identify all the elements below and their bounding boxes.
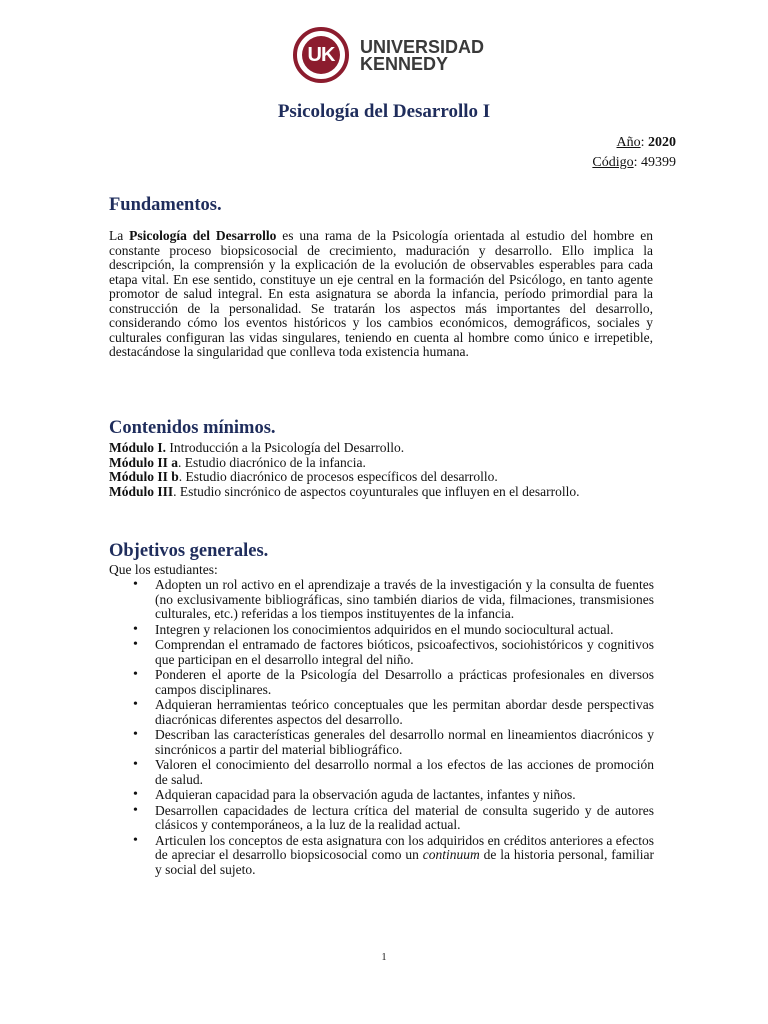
heading-contenidos: Contenidos mínimos. — [109, 418, 276, 438]
heading-fundamentos: Fundamentos. — [109, 195, 222, 215]
module-item: Módulo III. Estudio sincrónico de aspectos coyunturales que influyen en el desarrollo. — [109, 483, 580, 499]
module-item: Módulo II a. Estudio diacrónico de la infancia. — [109, 454, 366, 470]
list-item: • Describan las características generales del desarrollo normal en lineamientos diacrónicos y sincrónicos a partir del material bibliográfico. — [155, 728, 654, 757]
list-item: • Articulen los conceptos de esta asignatura con los adquiridos en créditos anteriores a efectos de apreciar el desarrollo biopsicosocial como un continuum de la historia personal, familiar y social del sujeto. — [155, 834, 654, 878]
logo-emblem — [293, 27, 349, 83]
document-title: Psicología del Desarrollo I — [277, 101, 491, 122]
logo-text-kennedy: KENNEDY — [360, 54, 449, 74]
logo-mark: UK — [302, 36, 340, 74]
italic-term: continuum — [422, 847, 480, 862]
logo-text-university: UNIVERSIDAD — [360, 37, 485, 57]
module-item: Módulo I. Introducción a la Psicología del Desarrollo. — [109, 440, 405, 455]
year-label: Año — [616, 135, 641, 150]
modules-list — [109, 441, 580, 499]
meta-code: Código: 49399 — [592, 155, 676, 170]
fundamentos-bold-term: Psicología del Desarrollo — [129, 228, 277, 243]
list-item: • Adopten un rol activo en el aprendizaje a través de la investigación y la consulta de fuentes (no exclusivamente bibliográficas, sino también diarios de vida, filmaciones, transmisiones culturales, etc.) referidas a los tiempos instituyentes de la infancia. — [155, 578, 654, 622]
list-item: • Adquieran herramientas teórico conceptuales que les permitan abordar desde perspectivas diacrónicas diferentes aspectos del desarrollo. — [155, 698, 654, 727]
list-item: • Valoren el conocimiento del desarrollo normal a los efectos de las acciones de promoción de salud. — [155, 758, 654, 787]
list-item: • Desarrollen capacidades de lectura crítica del material de consulta sugerido y de autores clásicos y contemporáneos, a la luz de la realidad actual. — [155, 804, 654, 833]
page-number: 1 — [381, 952, 387, 963]
heading-objetivos: Objetivos generales. — [109, 541, 269, 561]
year-value: 2020 — [648, 135, 676, 150]
fundamentos-paragraph: La Psicología del Desarrollo es una rama de la Psicología orientada al estudio del hombre en constante proceso biopsicosocial de crecimiento, maduración y desarrollo. Ello implica la descripción, la comprensión y la explicación de la evolución de observables esperables para cada etapa vital. En ese sentido, constituye un eje central en la formación del Psicólogo, en tanto agente promotor de salud integral. En esta asignatura se aborda la infancia, período primordial para la construcción de la personalidad. Se tratarán los aspectos más importantes del desarrollo, considerando cómo los eventos históricos y los cambios económicos, demográficos, sociales y culturales configuran las vidas singulares, teniendo en cuenta al hombre como único e irrepetible, destacándose la singularidad que conlleva toda existencia humana. — [109, 228, 653, 359]
code-value: 49399 — [641, 155, 676, 170]
list-item: • Ponderen el aporte de la Psicología del Desarrollo a prácticas profesionales en diversos campos disciplinares. — [155, 668, 654, 697]
code-label: Código — [592, 155, 634, 170]
objetivos-list — [155, 578, 654, 878]
list-item: • Integren y relacionen los conocimientos adquiridos en el mundo sociocultural actual. — [155, 623, 654, 638]
list-item: • Adquieran capacidad para la observación aguda de lactantes, infantes y niños. — [155, 788, 654, 803]
list-item: • Comprendan el entramado de factores bióticos, psicoafectivos, sociohistóricos y cognitivos que participan en el desarrollo integral del niño. — [155, 638, 654, 667]
module-item: Módulo II b. Estudio diacrónico de procesos específicos del desarrollo. — [109, 469, 498, 484]
objetivos-lead: Que los estudiantes: — [109, 562, 218, 577]
meta-year: Año: 2020 — [616, 135, 676, 150]
university-logo — [293, 27, 493, 87]
